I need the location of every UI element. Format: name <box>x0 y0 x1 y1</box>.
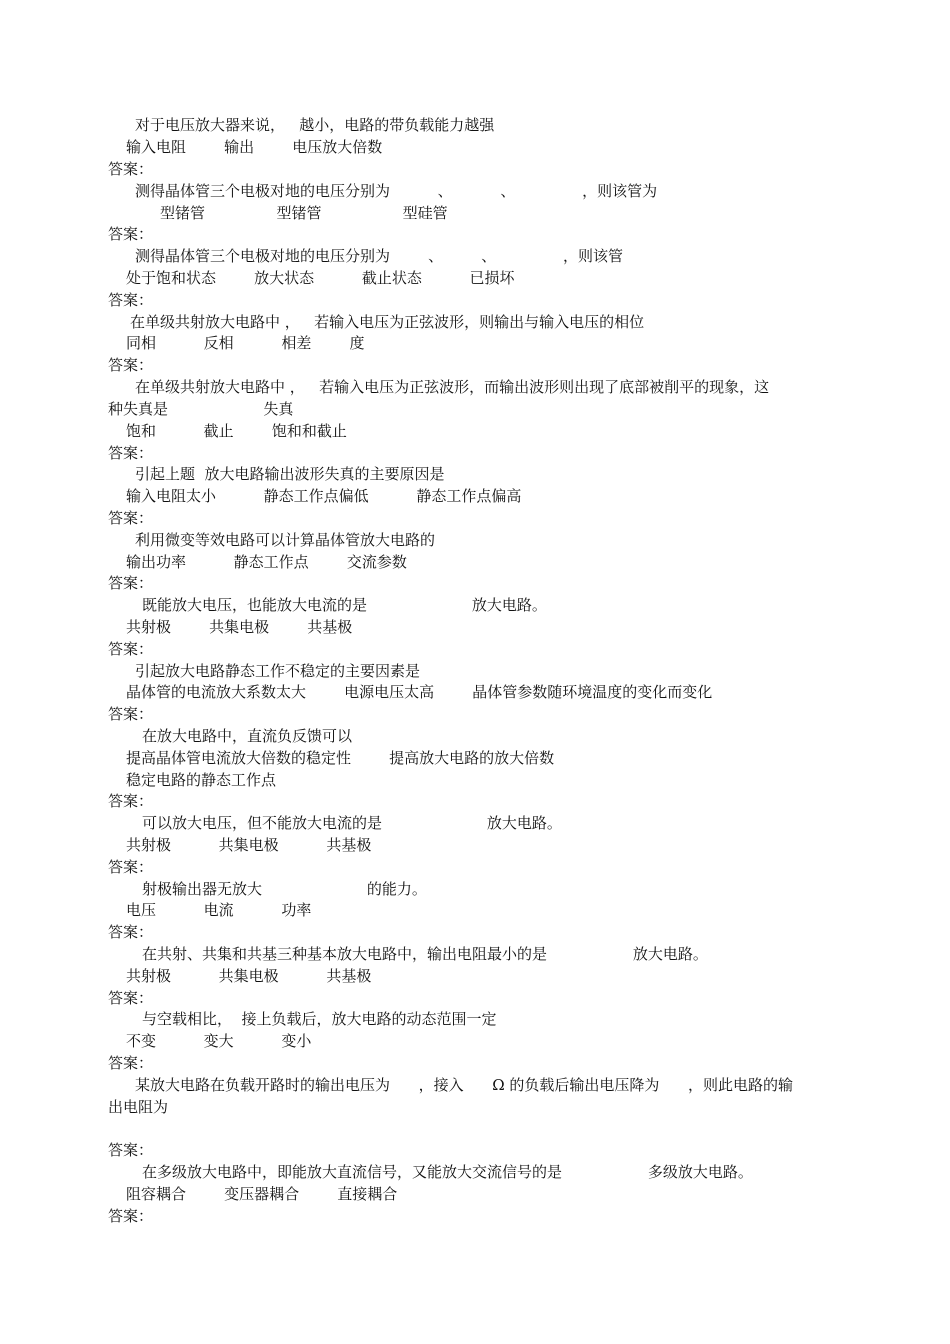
question-6-answer-label: 答案： <box>108 509 154 527</box>
question-14-options: 不变 变大 变小 <box>126 1032 312 1050</box>
question-15-answer-label: 答案： <box>108 1141 154 1159</box>
question-2-stem: 测得晶体管三个电极对地的电压分别为 、 、 ，则该管为 <box>135 182 658 200</box>
question-3-answer-label: 答案： <box>108 291 154 309</box>
question-7-stem: 利用微变等效电路可以计算晶体管放大电路的 <box>135 531 436 549</box>
question-11-stem: 可以放大电压，但不能放大电流的是 放大电路。 <box>142 814 562 832</box>
question-4-stem: 在单级共射放大电路中 ， 若输入电压为正弦波形，则输出与输入电压的相位 <box>130 313 645 331</box>
question-4-options: 同相 反相 相差 度 <box>126 334 365 352</box>
question-7-answer-label: 答案： <box>108 574 154 592</box>
question-1-stem: 对于电压放大器来说， 越小，电路的带负载能力越强 <box>135 116 495 134</box>
question-14-stem: 与空载相比， 接上负载后，放大电路的动态范围一定 <box>142 1010 497 1028</box>
question-14-answer-label: 答案： <box>108 1054 154 1072</box>
question-1-options: 输入电阻 输出 电压放大倍数 <box>126 138 383 156</box>
question-9-stem: 引起放大电路静态工作不稳定的主要因素是 <box>135 662 421 680</box>
question-3-stem: 测得晶体管三个电极对地的电压分别为 、 、 ，则该管 <box>135 247 624 265</box>
question-12-options: 电压 电流 功率 <box>126 901 312 919</box>
question-13-options: 共射极 共集电极 共基极 <box>126 967 372 985</box>
question-10-stem: 在放大电路中，直流负反馈可以 <box>142 727 353 745</box>
question-13-answer-label: 答案： <box>108 989 154 1007</box>
question-9-options: 晶体管的电流放大系数太大 电源电压太高 晶体管参数随环境温度的变化而变化 <box>126 683 713 701</box>
question-4-answer-label: 答案： <box>108 356 154 374</box>
question-15-stem-continued: 出电阻为 <box>108 1098 169 1116</box>
question-2-options: 型锗管 型锗管 型硅管 <box>160 204 448 222</box>
question-15-stem: 某放大电路在负载开路时的输出电压为 ，接入 Ω 的负载后输出电压降为 ，则此电路的输 <box>135 1076 794 1094</box>
question-6-stem: 引起上题 放大电路输出波形失真的主要原因是 <box>135 465 445 483</box>
question-12-stem: 射极输出器无放大 的能力。 <box>142 880 427 898</box>
question-5-options: 饱和 截止 饱和和截止 <box>126 422 347 440</box>
question-16-options: 阻容耦合 变压器耦合 直接耦合 <box>126 1185 398 1203</box>
question-7-options: 输出功率 静态工作点 交流参数 <box>126 553 407 571</box>
question-16-answer-label: 答案： <box>108 1207 154 1225</box>
question-12-answer-label: 答案： <box>108 923 154 941</box>
question-9-answer-label: 答案： <box>108 705 154 723</box>
question-10-answer-label: 答案： <box>108 792 154 810</box>
question-10-options: 提高晶体管电流放大倍数的稳定性 提高放大电路的放大倍数 <box>126 749 555 767</box>
question-11-options: 共射极 共集电极 共基极 <box>126 836 372 854</box>
question-5-answer-label: 答案： <box>108 444 154 462</box>
question-1-answer-label: 答案： <box>108 160 154 178</box>
question-2-answer-label: 答案： <box>108 225 154 243</box>
question-10-options-continued: 稳定电路的静态工作点 <box>126 771 277 789</box>
question-5-stem: 在单级共射放大电路中 ， 若输入电压为正弦波形，而输出波形则出现了底部被削平的现象，这 <box>135 378 770 396</box>
question-11-answer-label: 答案： <box>108 858 154 876</box>
question-8-options: 共射极 共集电极 共基极 <box>126 618 353 636</box>
question-16-stem: 在多级放大电路中，即能放大直流信号，又能放大交流信号的是 多级放大电路。 <box>142 1163 753 1181</box>
question-5-stem-continued: 种失真是 失真 <box>108 400 294 418</box>
question-13-stem: 在共射、共集和共基三种基本放大电路中，输出电阻最小的是 放大电路。 <box>142 945 708 963</box>
question-3-options: 处于饱和状态 放大状态 截止状态 已损坏 <box>126 269 515 287</box>
question-8-answer-label: 答案： <box>108 640 154 658</box>
question-6-options: 输入电阻太小 静态工作点偏低 静态工作点偏高 <box>126 487 522 505</box>
question-8-stem: 既能放大电压，也能放大电流的是 放大电路。 <box>142 596 547 614</box>
